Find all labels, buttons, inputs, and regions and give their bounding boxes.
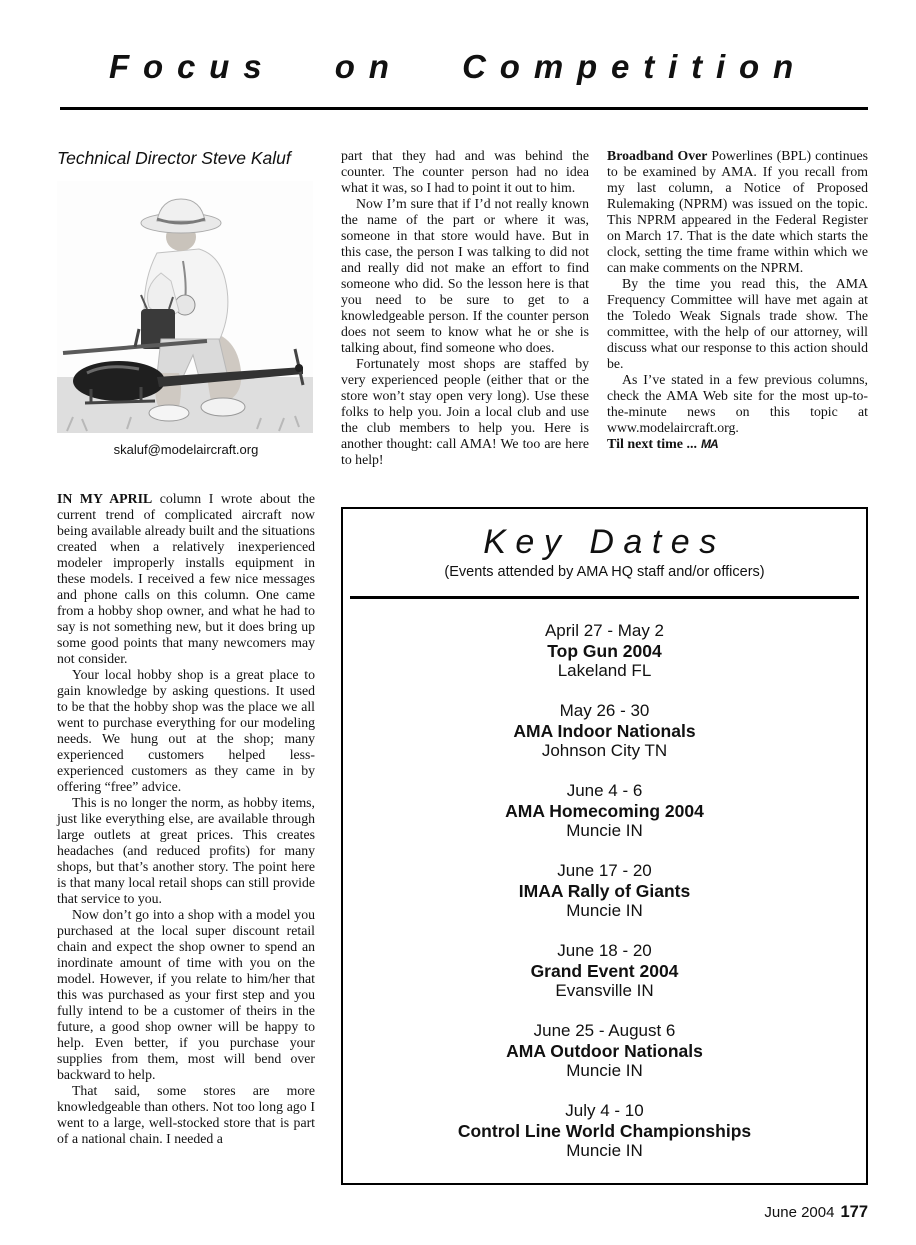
paragraph-text: Your local hobby shop is a great place to gain knowledge by asking questions. It used to be that the hobby shop was the place we all went to purchase everything for our modeling needs. We hung out at the shop; many experienced customers helped less-experienced customers as they came in by offering “free” advice.: [57, 667, 315, 794]
key-dates-rule: [350, 596, 859, 599]
event-dates: June 25 - August 6: [533, 1021, 676, 1040]
key-dates-list: [343, 621, 866, 1161]
issue-date: June 2004: [764, 1204, 835, 1221]
paragraph-text: Now don’t go into a shop with a model you purchased at the local super discount retail chain and expect the shop owner to spend an inordinate amount of time with you on the model. However, if you relate to him/her that this was purchased as your first step and you fully intend to be a customer of theirs in the future, a good shop owner will be happy to help. Even better, if you purchase your supplies from them, most will bend over backward to help.: [57, 907, 315, 1082]
page-footer: [764, 1203, 868, 1222]
email-caption: skaluf@modelaircraft.org: [113, 442, 259, 457]
paragraph: [57, 491, 315, 667]
lead-in: IN MY APRIL: [57, 491, 153, 506]
paragraph-text: Now I’m sure that if I’d not really known the name of the part or where it was, someone in that store would have. But in this case, the person I was talking to did not and really did not make an effort to find someone who did. So the lesson here is that you need to be sure to get to a knowledgeable person. If the counter person does not seem to know what he or she is talking about, find someone who does.: [341, 196, 589, 355]
event-location: Muncie IN: [566, 821, 643, 840]
key-dates-event: [343, 1021, 866, 1081]
byline: Technical Director Steve Kaluf: [57, 148, 291, 168]
event-name: Top Gun 2004: [547, 641, 662, 661]
header-rule: [60, 107, 868, 110]
paragraph-text: Fortunately most shops are staffed by very experienced people (either that or the store won’t stay open very long). Use these folks to help you. Join a local club and use the club members to help you. Here is another thought: call AMA! We too are here to help!: [341, 356, 589, 467]
event-location: Muncie IN: [566, 901, 643, 920]
left-column: [57, 148, 315, 1147]
event-dates: June 4 - 6: [566, 781, 643, 800]
paragraph: [607, 276, 868, 372]
paragraph: [607, 148, 868, 276]
key-dates-event: [343, 1101, 866, 1161]
paragraph: [341, 356, 589, 468]
event-location: Evansville IN: [555, 981, 654, 1000]
left-column-text: [57, 491, 315, 1147]
event-name: Grand Event 2004: [530, 961, 679, 981]
event-location: Lakeland FL: [557, 661, 652, 680]
paragraph-text: column I wrote about the current trend of complicated aircraft now being available already built and the situations created when a relatively inexperienced modeler improperly installs equipment in these models. I received a few nice messages and phone calls on this column. One came from a hobby shop owner, and what he had to say is not something new, but it does bring up some good points that many newcomers may not consider.: [57, 491, 315, 666]
event-location: Johnson City TN: [541, 741, 668, 760]
signoff-text: Til next time ...: [607, 437, 697, 452]
event-dates: June 17 - 20: [557, 861, 652, 880]
key-dates-event: [343, 941, 866, 1001]
paragraph: [341, 148, 589, 196]
event-name: AMA Outdoor Nationals: [506, 1041, 703, 1061]
paragraph-text: By the time you read this, the AMA Frequency Committee will have met again at the Toledo Weak Signals trade show. The committee, with the help of our attorney, will discuss what our response to this action should be.: [607, 276, 868, 371]
key-dates-event: [343, 701, 866, 761]
key-dates-event: [343, 621, 866, 681]
key-dates-subtitle: (Events attended by AMA HQ staff and/or officers): [444, 564, 765, 580]
paragraph: [607, 372, 868, 436]
paragraph: [341, 196, 589, 356]
paragraph-text: part that they had and was behind the counter. The counter person had no idea what it was, so I had to point it out to him.: [341, 148, 589, 195]
signoff: [607, 436, 868, 453]
ma-logo: MA: [700, 437, 718, 451]
event-name: IMAA Rally of Giants: [518, 881, 691, 901]
lead-in: Broadband Over: [607, 148, 708, 163]
event-location: Muncie IN: [566, 1141, 643, 1160]
paragraph-text: This is no longer the norm, as hobby items, just like everything else, are available through large outlets at great prices. This creates headaches (and reduced profits) for many shops, but that’s another story. The point here is that many local retail shops can still provide that service to you.: [57, 795, 315, 906]
event-dates: May 26 - 30: [559, 701, 650, 720]
key-dates-event: [343, 781, 866, 841]
event-dates: June 18 - 20: [557, 941, 652, 960]
right-column: [607, 148, 868, 453]
photo-steve-kaluf: [57, 181, 313, 433]
middle-column: [341, 148, 589, 468]
event-dates: April 27 - May 2: [544, 621, 665, 640]
paragraph-text: Powerlines (BPL) continues to be examined by AMA. If you recall from my last column, a Notice of Proposed Rulemaking (NPRM) was issued on the topic. This NPRM appeared in the Federal Register on March 17. That is the date which starts the clock, setting the time frame within which we can make comments on the NPRM.: [607, 148, 869, 275]
paragraph-text: As I’ve stated in a few previous columns, check the AMA Web site for the most up-to-the-minute news on this topic at www.modelaircraft.org.: [607, 372, 868, 435]
event-name: Control Line World Championships: [457, 1121, 752, 1141]
page-number: 177: [840, 1203, 868, 1221]
page-title: Focus on Competition: [108, 48, 808, 85]
event-name: AMA Homecoming 2004: [505, 801, 704, 821]
paragraph: [57, 795, 315, 907]
paragraph: [57, 907, 315, 1083]
event-dates: July 4 - 10: [565, 1101, 644, 1120]
key-dates-event: [343, 861, 866, 921]
event-location: Muncie IN: [566, 1061, 643, 1080]
photo-illustration: [57, 181, 313, 433]
key-dates-box: [341, 507, 868, 1185]
paragraph: [57, 667, 315, 795]
paragraph-text: That said, some stores are more knowledgeable than others. Not too long ago I went to a large, well-stocked store that is part of a national chain. I needed a: [57, 1083, 315, 1146]
event-name: AMA Indoor Nationals: [513, 721, 696, 741]
key-dates-title: Key Dates: [483, 523, 726, 561]
paragraph: [57, 1083, 315, 1147]
